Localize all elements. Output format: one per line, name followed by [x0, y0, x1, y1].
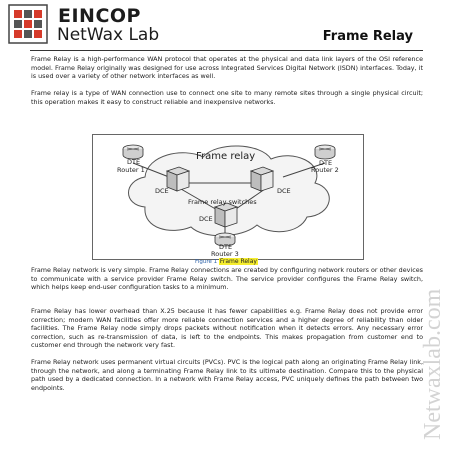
router-2-icon: [315, 145, 335, 159]
caption-text: Frame Relay: [219, 258, 257, 265]
switch-left-icon: [167, 167, 189, 191]
caption-prefix: Figure 1: [195, 259, 218, 265]
paragraph-pvc: Frame Relay network uses permanent virtual circuits (PVCs). PVC is the logical path along an originating Frame Relay link, through the network, and along a terminating Frame Relay link to its ultimate destination. Compare this to the physical path used by a dedicated connection. In a network with Frame Relay access, PVC uniquely defines the path between two endpoints.: [31, 358, 423, 392]
brand-name-bottom: NetWax Lab: [57, 25, 160, 45]
watermark: Netwaxlab.com: [420, 288, 446, 440]
paragraph-intro: Frame Relay is a high-performance WAN protocol that operates at the physical and data link layers of the OSI reference model. Frame Relay originally was designed for use across Integrated Services Digital Network (ISDN) interfaces. Today, it is used over a variety of other network interfaces as well.: [31, 55, 423, 81]
eincop-grid-logo-icon: [8, 4, 48, 44]
figure-caption: [0, 258, 453, 265]
router-1-label: [127, 159, 140, 166]
switch-bottom-icon: [215, 203, 237, 227]
router-3-name: Router 3: [211, 250, 239, 258]
header-divider: [30, 50, 423, 51]
cloud-label: Frame relay: [196, 151, 256, 162]
router-1-role: DTE: [127, 158, 141, 166]
paragraph-simple-network: Frame Relay network is very simple. Frame Relay connections are created by configuring network routers or other devices to communicate with a service provider Frame Relay switch. The service provider configures the Frame Relay switch, which helps keep end-user configuration tasks to a minimum.: [31, 266, 423, 292]
paragraph-wan-connection: Frame relay is a type of WAN connection use to connect one site to many remote sites through a single physical circuit; this operation makes it easy to construct reliable and inexpensive networks.: [31, 89, 423, 106]
dce-left-label: DCE: [155, 187, 169, 195]
dce-bottom-label: DCE: [199, 215, 213, 223]
router-1-icon: [123, 145, 143, 159]
brand-name-top: EINCOP: [58, 5, 141, 27]
router-2-name: Router 2: [311, 166, 339, 174]
router-2-role: DTE: [319, 159, 333, 167]
switches-label: Frame relay switches: [188, 198, 257, 206]
paragraph-overhead: Frame Relay has lower overhead than X.25 because it has fewer capabilities e.g. Frame Relay does not provide error correction; modern WAN facilities offer more reliable connection services and a higher degree of reliability than older facilities. The Frame Relay node simply drops packets without notification when it detects errors. Any necessary error correction, such as re-transmission of data, is left to the endpoints. This makes propagation from customer end to customer end through the network very fast.: [31, 307, 423, 350]
dce-right-label: DCE: [277, 187, 291, 195]
frame-relay-diagram: [92, 134, 364, 260]
page-header: [0, 0, 453, 56]
router-1-name: Router 1: [117, 166, 145, 174]
router-3-role: DTE: [219, 243, 233, 251]
switch-right-icon: [251, 167, 273, 191]
document-title: Frame Relay: [322, 29, 413, 44]
